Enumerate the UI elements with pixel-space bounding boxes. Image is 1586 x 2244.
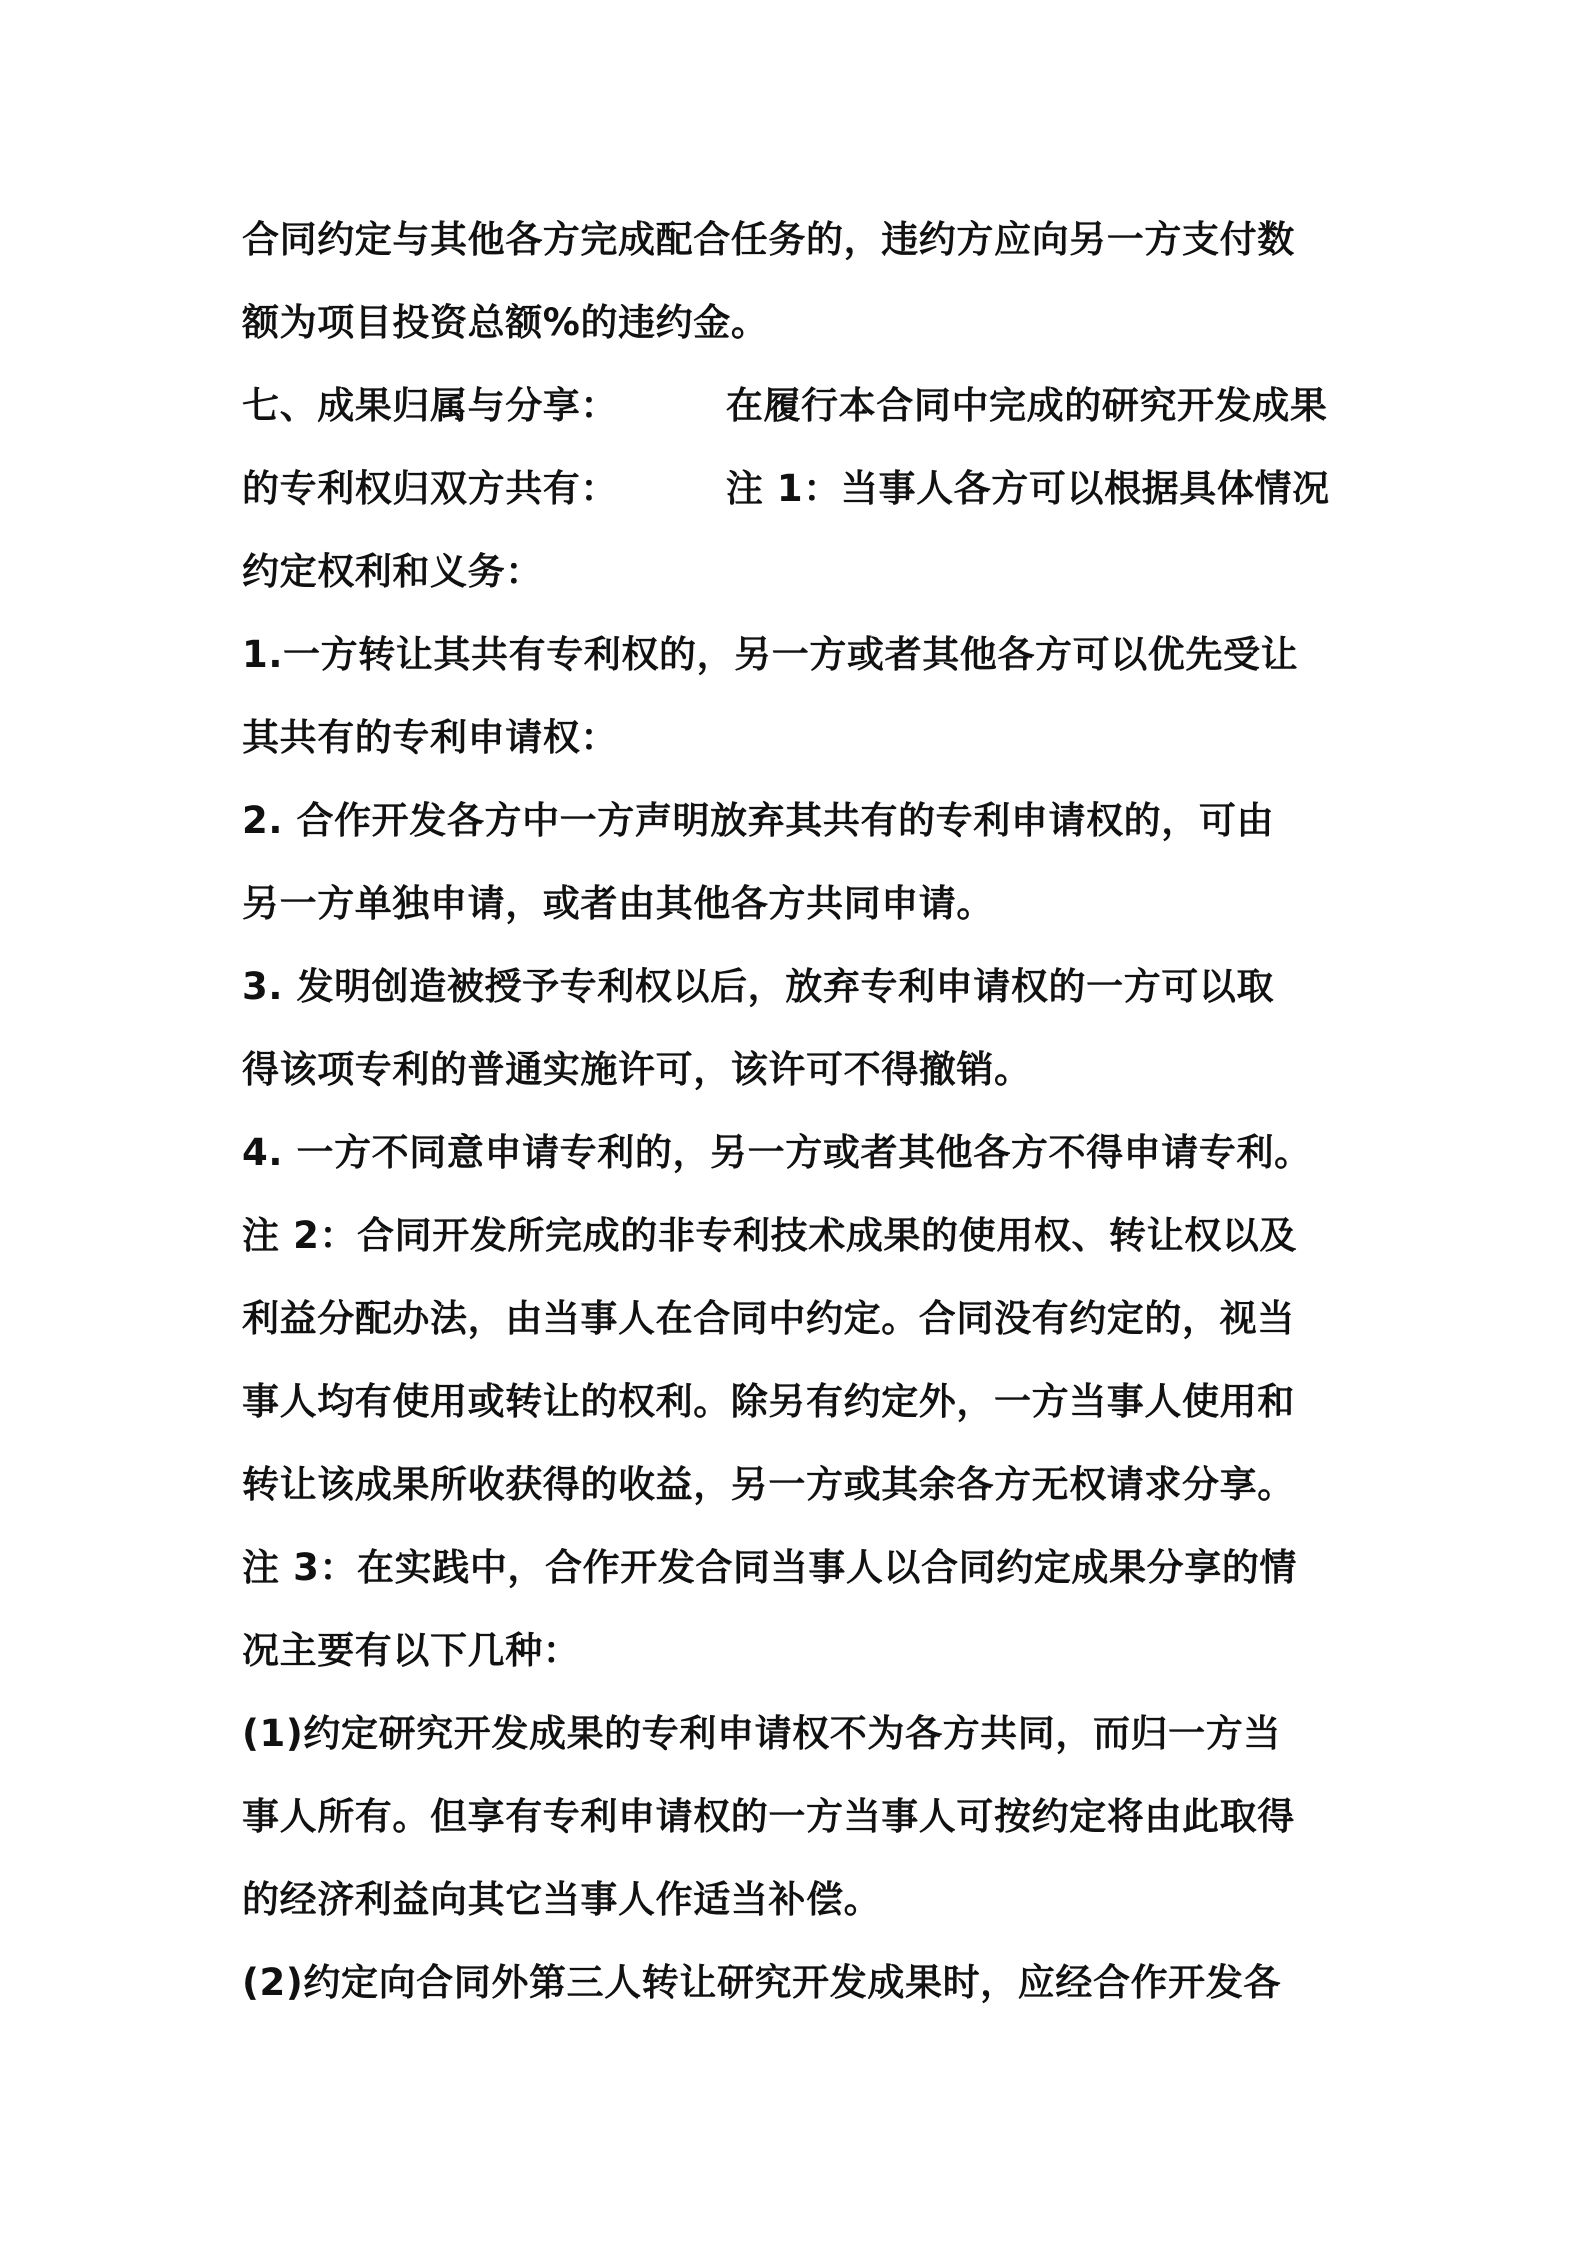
contract-text-block [242, 198, 1362, 2024]
text-line: 的专利权归双方共有： 注 1：当事人各方可以根据具体情况 [242, 467, 1330, 510]
text-line: 利益分配办法，由当事人在合同中约定。合同没有约定的，视当 [242, 1297, 1295, 1340]
note-2-line: 注 2：合同开发所完成的非专利技术成果的使用权、转让权以及 [242, 1214, 1298, 1257]
text-line: 其共有的专利申请权： [242, 716, 618, 759]
text-line: 得该项专利的普通实施许可，该许可不得撤销。 [242, 1048, 1032, 1091]
text-line: 合同约定与其他各方完成配合任务的，违约方应向另一方支付数 [242, 218, 1295, 261]
list-item-2: 2. 合作开发各方中一方声明放弃其共有的专利申请权的，可由 [242, 799, 1275, 842]
text-line: 额为项目投资总额%的违约金。 [242, 301, 769, 344]
list-item-4: 4. 一方不同意申请专利的，另一方或者其他各方不得申请专利。 [242, 1131, 1312, 1174]
text-line: 事人所有。但享有专利申请权的一方当事人可按约定将由此取得 [242, 1795, 1295, 1838]
text-line: 事人均有使用或转让的权利。除另有约定外，一方当事人使用和 [242, 1380, 1295, 1423]
list-item-3: 3. 发明创造被授予专利权以后，放弃专利申请权的一方可以取 [242, 965, 1275, 1008]
note-3-line: 注 3：在实践中，合作开发合同当事人以合同约定成果分享的情 [242, 1546, 1298, 1589]
text-line: 转让该成果所收获得的收益，另一方或其余各方无权请求分享。 [242, 1463, 1295, 1506]
text-line: 况主要有以下几种： [242, 1629, 581, 1672]
list-item-1: 1.一方转让其共有专利权的，另一方或者其他各方可以优先受让 [242, 633, 1299, 676]
text-line: 的经济利益向其它当事人作适当补偿。 [242, 1878, 882, 1921]
sub-item-1: (1)约定研究开发成果的专利申请权不为各方共同，而归一方当 [242, 1712, 1281, 1755]
text-line: 另一方单独申请，或者由其他各方共同申请。 [242, 882, 994, 925]
sub-item-2: (2)约定向合同外第三人转让研究开发成果时，应经合作开发各 [242, 1961, 1281, 2004]
text-line: 约定权利和义务： [242, 550, 543, 593]
section-heading-line: 七、成果归属与分享： 在履行本合同中完成的研究开发成果 [242, 384, 1328, 427]
